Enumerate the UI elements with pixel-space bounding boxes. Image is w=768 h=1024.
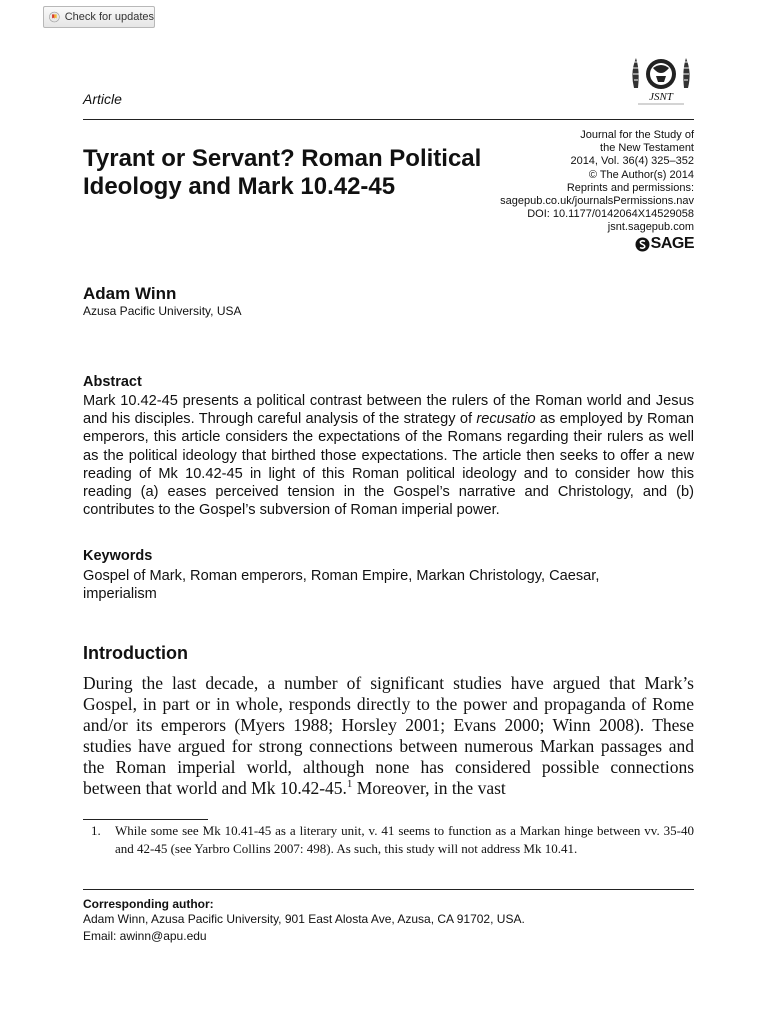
abstract-italic-term: recusatio	[476, 411, 536, 428]
journal-line: Reprints and permissions:	[566, 181, 694, 194]
introduction-heading: Introduction	[83, 643, 188, 663]
abstract-heading: Abstract	[83, 374, 142, 390]
journal-line: © The Author(s) 2014	[588, 168, 694, 181]
check-for-updates-label: Check for updates	[64, 11, 154, 23]
footnote-number: 1.	[91, 823, 101, 838]
correspondence-divider	[83, 889, 694, 890]
publisher-name: SAGE	[650, 235, 694, 252]
journal-line: 2014, Vol. 36(4) 325–352	[570, 155, 694, 168]
logo-text: JSNT	[649, 91, 673, 103]
header-divider	[83, 119, 694, 120]
author-name: Adam Winn	[83, 284, 177, 303]
author-affiliation: Azusa Pacific University, USA	[83, 304, 242, 318]
sage-logo-icon	[635, 237, 650, 252]
jsnt-logo-icon	[626, 48, 696, 108]
article-title: Tyrant or Servant? Roman Political Ideology and Mark 10.42-45	[83, 145, 482, 200]
keywords-text: Gospel of Mark, Roman emperors, Roman Empire, Markan Christology, Caesar, imperialism	[83, 568, 600, 603]
corresponding-author-address: Adam Winn, Azusa Pacific University, 901 East Alosta Ave, Azusa, CA 91702, USA.	[83, 912, 525, 926]
journal-website-link[interactable]: jsnt.sagepub.com	[607, 221, 694, 234]
footnote-divider	[83, 819, 208, 820]
article-type-label: Article	[83, 91, 122, 107]
doi-link[interactable]: DOI: 10.1177/0142064X14529058	[527, 208, 694, 221]
check-for-updates-button[interactable]	[43, 6, 155, 28]
keywords-heading: Keywords	[83, 548, 153, 564]
introduction-text: During the last decade, a number of significant studies have argued that Mark’s Gospel, in part or in whole, responds directly to the power and propaganda of Rome and/or its emperors (Myers 1988; Horsley 2001; Evans 2000; Winn 2008). These studies have argued for strong connections between numerous Markan passages and the Roman imperial world, although none has considered possible connections between that world and Mk 10.42-45.$^1$ Moreover, in the vast	[83, 673, 694, 798]
update-badge-icon	[49, 10, 60, 24]
footnote-text: While some see Mk 10.41-45 as a literary unit, v. 41 seems to function as a Markan hinge between vv. 35-40 and 42-45 (see Yarbro Collins 2007: 498). As such, this study will not address Mk 10.41.	[115, 823, 694, 856]
journal-line: the New Testament	[600, 142, 694, 155]
corresponding-author-heading: Corresponding author:	[83, 897, 214, 911]
journal-line: Journal for the Study of	[580, 129, 694, 141]
corresponding-author-email[interactable]: Email: awinn@apu.edu	[83, 929, 207, 943]
journal-info	[500, 129, 694, 235]
sage-logo	[635, 236, 694, 252]
abstract-text: Mark 10.42-45 presents a political contrast between the rulers of the Roman world and Jesus and his disciples. Through careful analysis of the strategy of recusatio as employed by Roman emperors, this article considers the expectations of the Romans regarding their rulers as well as the political ideology that birthed those expectations. The article then seeks to offer a new reading of Mk 10.42-45 in light of this Roman political ideology and to consider how this reading (a) eases perceived tension in the Gospel’s narrative and Christology, and (b) contributes to the Gospel’s subversion of Roman imperial power.	[83, 393, 694, 519]
permissions-link[interactable]: sagepub.co.uk/journalsPermissions.nav	[500, 195, 694, 208]
footnote-ref-link[interactable]: 1	[346, 778, 353, 791]
footnote	[91, 822, 694, 857]
